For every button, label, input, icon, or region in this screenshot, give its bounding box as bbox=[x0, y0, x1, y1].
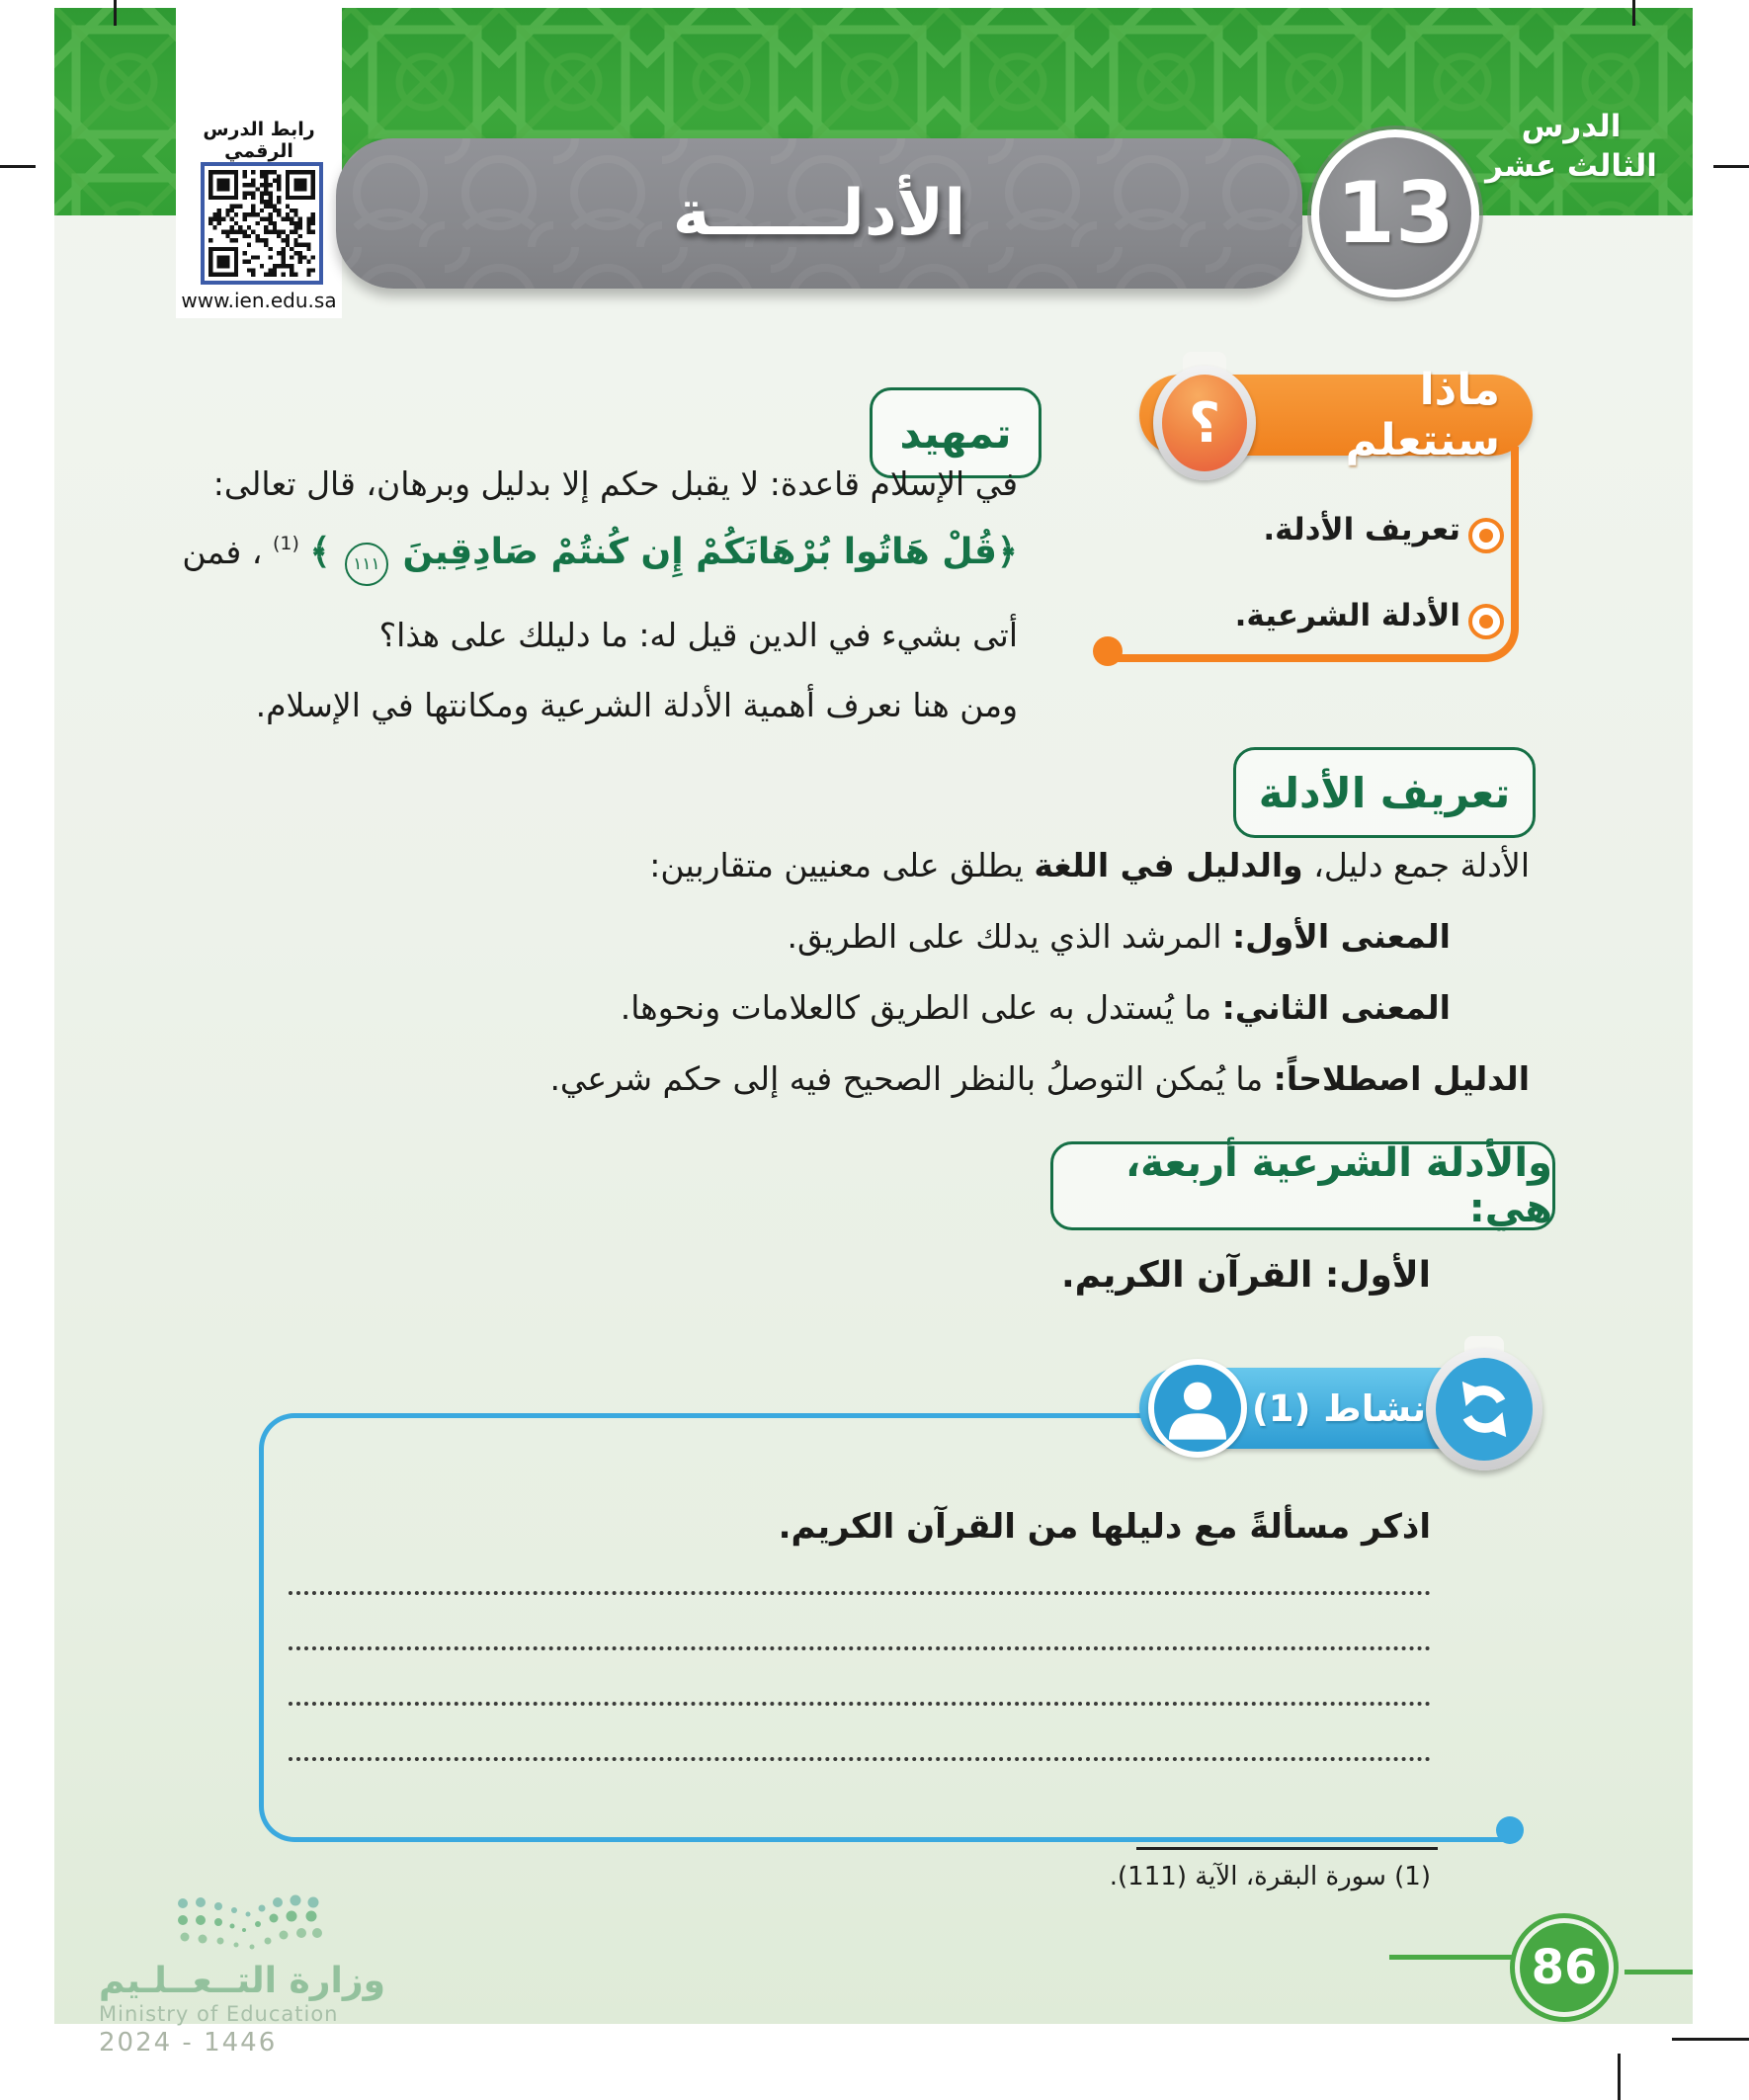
crop-mark bbox=[0, 165, 36, 168]
meaning-2-text: ما يُستدل به على الطريق كالعلامات ونحوها. bbox=[620, 988, 1222, 1027]
answer-line[interactable] bbox=[289, 1646, 1431, 1650]
page-number-line-right bbox=[1624, 1970, 1693, 1974]
person-icon bbox=[1148, 1359, 1247, 1458]
learn-item-1: تعريف الأدلة. bbox=[1263, 512, 1460, 547]
meaning-1-label: المعنى الأول: bbox=[1231, 917, 1451, 956]
qr-caption: رابط الدرس الرقمي bbox=[203, 119, 315, 162]
activity-prompt: اذكر مسألةً مع دليلها من القرآن الكريم. bbox=[778, 1507, 1431, 1547]
qr-url: www.ien.edu.sa bbox=[181, 289, 337, 312]
meaning-2-label: المعنى الثاني: bbox=[1221, 988, 1451, 1027]
meaning-1-text: المرشد الذي يدلك على الطريق. bbox=[787, 917, 1232, 956]
ministry-logo-icon bbox=[173, 1893, 331, 1959]
lesson-title-banner bbox=[336, 138, 1302, 289]
answer-line[interactable] bbox=[289, 1757, 1431, 1761]
crop-mark bbox=[1618, 2054, 1621, 2100]
verse-number-medallion: ١١١ bbox=[345, 543, 388, 586]
meaning-2-line bbox=[621, 988, 1451, 1027]
intro-verse-line bbox=[182, 532, 1018, 586]
footnote-text: (1) سورة البقرة، الآية (111). bbox=[1109, 1862, 1431, 1891]
term-label: الدليل اصطلاحاً: bbox=[1273, 1059, 1530, 1098]
term-text: ما يُمكن التوصلُ بالنظر الصحيح فيه إلى حكم شرعي. bbox=[549, 1059, 1274, 1098]
page-number-badge bbox=[1510, 1913, 1619, 2022]
intro-line-1: في الإسلام قاعدة: لا يقبل حكم إلا بدليل وبرهان، قال تعالى: bbox=[212, 464, 1018, 503]
term-line bbox=[549, 1059, 1530, 1098]
intro-line-4: ومن هنا نعرف أهمية الأدلة الشرعية ومكانتها في الإسلام. bbox=[255, 686, 1018, 724]
qr-code-icon bbox=[201, 162, 323, 285]
page-number-line-left bbox=[1389, 1955, 1512, 1960]
callout-connector-corner bbox=[1105, 585, 1519, 662]
meaning-1-line bbox=[787, 917, 1451, 956]
callout-connector-dot bbox=[1093, 636, 1123, 666]
activity-badge-label: نشاط (1) bbox=[1251, 1386, 1427, 1430]
source-first: الأول: القرآن الكريم. bbox=[1060, 1255, 1431, 1296]
sources-heading: والأدلة الشرعية أربعة، هي: bbox=[1124, 1140, 1552, 1231]
intro-heading: تمهيد bbox=[899, 408, 1012, 458]
lesson-label bbox=[1443, 107, 1700, 186]
definition-line-1c: يطلق على معنيين متقاربين: bbox=[649, 846, 1035, 884]
footnote-divider bbox=[1136, 1847, 1438, 1850]
crop-mark bbox=[114, 0, 117, 26]
after-verse-text: ، فمن bbox=[182, 533, 263, 571]
footnote-reference: (1) bbox=[272, 533, 299, 554]
sources-heading-box bbox=[1050, 1141, 1555, 1230]
question-mark-icon bbox=[1153, 366, 1256, 480]
definition-heading-box bbox=[1233, 747, 1536, 838]
page-number: 86 bbox=[1520, 1923, 1609, 2012]
question-mark-glyph: ؟ bbox=[1162, 375, 1247, 471]
lesson-ordinal: الثالث عشر bbox=[1485, 148, 1657, 184]
page-title: الأدلــــــة bbox=[672, 177, 966, 250]
definition-line-1a: الأدلة جمع دليل، bbox=[1302, 846, 1530, 884]
answer-line[interactable] bbox=[289, 1591, 1431, 1595]
crop-mark bbox=[1672, 2038, 1749, 2041]
definition-heading: تعريف الأدلة bbox=[1258, 768, 1511, 817]
quran-verse: ﴿قُلْ هَاتُوا بُرْهَانَكُمْ إِن كُنتُمْ صَادِقِينَ bbox=[402, 532, 1018, 572]
qr-panel bbox=[176, 8, 342, 318]
activity-box bbox=[259, 1413, 1517, 1842]
verse-close-bracket: ﴾ bbox=[309, 532, 331, 572]
learn-badge-label: ماذا سنتعلم bbox=[1345, 365, 1500, 465]
ministry-name-ar: وزارة التــعــلـيم bbox=[99, 1961, 385, 2001]
lesson-number: 13 bbox=[1336, 164, 1455, 263]
refresh-icon bbox=[1426, 1348, 1542, 1470]
learn-item-2: الأدلة الشرعية. bbox=[1234, 598, 1460, 633]
definition-line-1b: والدليل في اللغة bbox=[1034, 846, 1303, 884]
crop-mark bbox=[1713, 165, 1749, 168]
bullet-ring-icon bbox=[1468, 518, 1504, 553]
definition-line-1 bbox=[649, 846, 1530, 884]
answer-line[interactable] bbox=[289, 1702, 1431, 1706]
callout-connector-vertical bbox=[1511, 447, 1519, 605]
activity-border-dot bbox=[1496, 1816, 1524, 1844]
ministry-years: 2024 - 1446 bbox=[99, 2028, 278, 2058]
intro-line-3: أتى بشيء في الدين قيل له: ما دليلك على هذا؟ bbox=[378, 616, 1018, 654]
lesson-word: الدرس bbox=[1521, 109, 1622, 144]
crop-mark bbox=[1632, 0, 1635, 26]
ministry-name-en: Ministry of Education bbox=[99, 2002, 339, 2026]
